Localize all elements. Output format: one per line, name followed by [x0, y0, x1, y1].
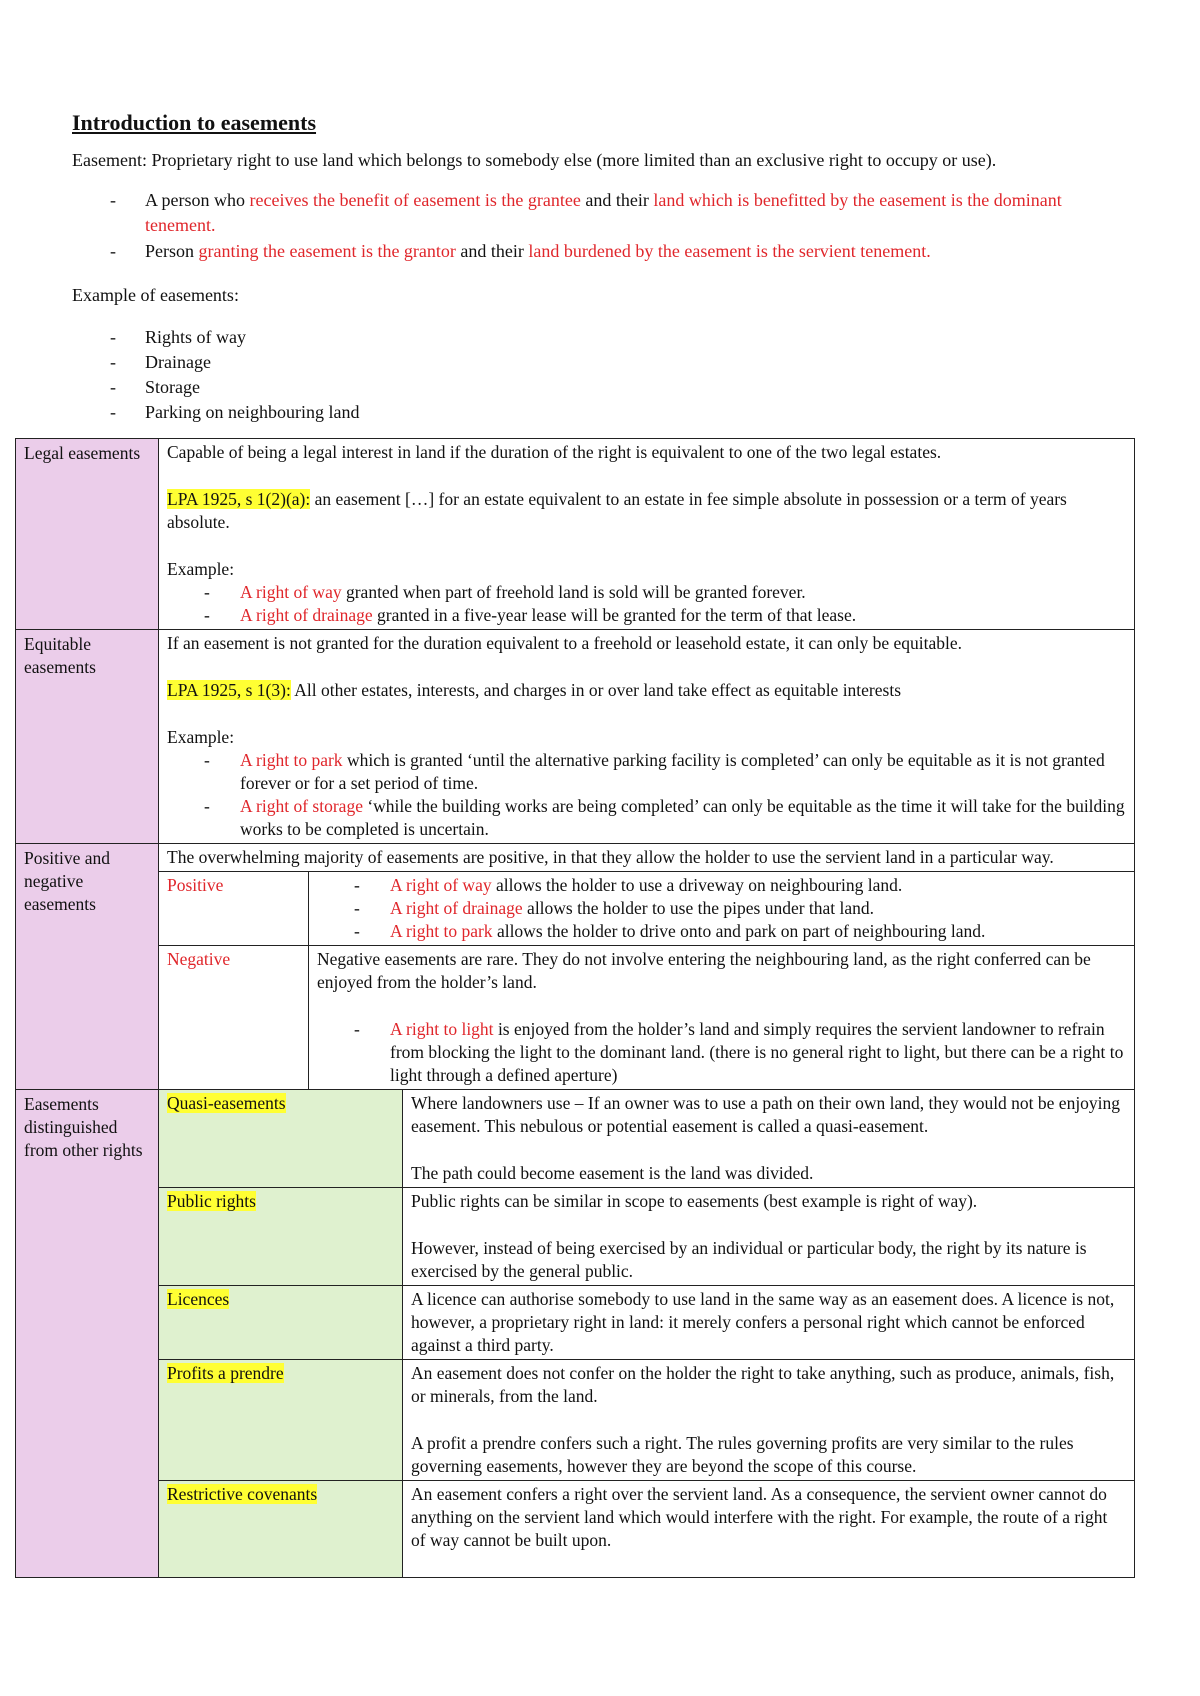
- covenants-content: An easement confers a right over the servient land. As a consequence, the servient owner cannot do anything on the servient land which would interfere with the right. For example, the route of a right of way cannot be built upon.: [403, 1481, 1135, 1578]
- equitable-example-label: Example:: [167, 727, 235, 747]
- equitable-citation: LPA 1925, s 1(3):: [167, 680, 291, 700]
- legal-content: Capable of being a legal interest in land if the duration of the right is equivalent to one of the two legal estates. LPA 1925, s 1(2)(a): an easement […] for an estate equivalent to an estate in fee simple absolute in possession or a term of years absolute. Example: - A right of way granted when part of freehold land is sold will be granted forever. - A right of drainage granted in a five-year lease will be granted for the term of that lease.: [159, 439, 1135, 630]
- list-item: - A right of drainage granted in a five-year lease will be granted for the term of that lease.: [167, 604, 1126, 627]
- list-item: - A right to park allows the holder to drive onto and park on part of neighbouring land.: [317, 920, 1126, 943]
- table-row: [16, 844, 1135, 872]
- table-row: [16, 439, 1135, 630]
- table-row: [16, 946, 1135, 1090]
- negative-intro: Negative easements are rare. They do not involve entering the neighbouring land, as the right conferred can be enjoyed from the holder’s land.: [317, 949, 1091, 992]
- table-row: [16, 1360, 1135, 1481]
- table-row: [16, 630, 1135, 844]
- list-item: - A right to park which is granted ‘until the alternative parking facility is completed’ can only be equitable as it is not granted forever or for a set period of time.: [167, 749, 1126, 795]
- document-page: Introduction to easements Easement: Proprietary right to use land which belongs to somebody else (more limited than an exclusive right to occupy or use). - A person who receives the benefit of easement is the grantee and their land which is benefitted by the easement is the dominant tenement. - Person granting the easement is the grantor and their land burdened by the easement is the servient tenement. Example of easements: - Rights of way - Drainage - Storage - Parking on neighbouring land Legal easements Capable of being a legal interest in land if the duration of the right is equivalent to one of the two legal estates. LPA 1925, s 1(2)(a): an easement […] for an estate equivalent to an estate in fee simple absolute in possession or a term of years absolute. Example: - A right of way granted when part of freehold land is sold will be granted forever. - A right of drainage granted in a five-year lease will be granted for the term of that lease. Equitable easements If an easement is not granted for the duration equivalent to a freehold or leasehold estate, it can only be equitable. LPA 1925, s 1(3): All other estates, interests, and charges in or over land take effect as equitable interests Example: - A right to park which is granted ‘until the alternative parking facility is completed’ can only be equitable as it is not granted forever or for a set period of time. - A right of storage ‘while the building works are being completed’ can only be equitable as the time it will take for the building works to be completed is uncertain. Positive and negative easements The overwhelming majority of easements are positive, in that they allow the holder to use the servient land in a particular way. Positive - A right of way allows the holder to use a driveway on neighbouring land. - A right of drainage allows the holder to use the pipes under that land. - A right to park allows the holder to drive onto and park on part of neighbouring land. Negative Negative easements are rare. They do not involve entering the neighbouring land, as the right conferred can be enjoyed from the holder’s land. - A right to light is enjoyed from the holder’s land and simply requires the servient landowner to refrain from blocking the light to the dominant land. (there is no general right to light, but there can be a right to light through a defined aperture) Easements distinguished from other rights Quasi-easements Where landowners use – If an owner was to use a path on their own land, they would not be enjoying easement. This nebulous or potential easement is called a quasi-easement. The path could become easement is the land was divided. Public rights Public rights can be similar in scope to easements (best example is right of way). However, instead of being exercised by an individual or particular body, the right by its nature is exercised by the general public. Licences A licence can authorise somebody to use land in the same way as an easement does. A licence is not, however, a proprietary right in land: it merely confers a personal right which cannot be enforced against a third party. Profits a prendre An easement does not confer on the holder the right to take anything, such as produce, animals, fish, or minerals, from the land. A profit a prendre confers such a right. The rules governing profits are very similar to the rules governing easements, however they are beyond the scope of this course. Restrictive covenants An easement confers a right over the servient land. As a consequence, the servient owner cannot do anything on the servient land which would interfere with the right. For example, the route of a right of way cannot be built upon.: [0, 0, 1200, 1696]
- positive-label: Positive: [159, 872, 309, 946]
- licences-label: Licences: [159, 1286, 403, 1360]
- public-rights-label: Public rights: [159, 1188, 403, 1286]
- row-label: Easements distinguished from other rights: [16, 1090, 159, 1578]
- public-rights-content: Public rights can be similar in scope to easements (best example is right of way). However, instead of being exercised by an individual or particular body, the right by its nature is exercised by the general public.: [403, 1188, 1135, 1286]
- table-row: [16, 1481, 1135, 1578]
- licences-content: A licence can authorise somebody to use land in the same way as an easement does. A licence is not, however, a proprietary right in land: it merely confers a personal right which cannot be enforced against a third party.: [403, 1286, 1135, 1360]
- positive-content: [309, 872, 1135, 946]
- table-row: [16, 872, 1135, 946]
- list-item: - A right to light is enjoyed from the holder’s land and simply requires the servient landowner to refrain from blocking the light to the dominant land. (there is no general right to light, but there can be a right to light through a defined aperture): [317, 1018, 1126, 1087]
- equitable-content: If an easement is not granted for the duration equivalent to a freehold or leasehold estate, it can only be equitable. LPA 1925, s 1(3): All other estates, interests, and charges in or over land take effect as equitable interests Example: - A right to park which is granted ‘until the alternative parking facility is completed’ can only be equitable as it is not granted forever or for a set period of time. - A right of storage ‘while the building works are being completed’ can only be equitable as the time it will take for the building works to be completed is uncertain.: [159, 630, 1135, 844]
- easements-table: [15, 438, 1135, 1578]
- list-item: - A right of way allows the holder to use a driveway on neighbouring land.: [317, 874, 1126, 897]
- table-row: [16, 1286, 1135, 1360]
- list-item: - A right of way granted when part of freehold land is sold will be granted forever.: [167, 581, 1126, 604]
- list-item: - A right of storage ‘while the building works are being completed’ can only be equitable as the time it will take for the building works to be completed is uncertain.: [167, 795, 1126, 841]
- table-row: [16, 1188, 1135, 1286]
- table-row: [16, 1090, 1135, 1188]
- definition-text: Easement: Proprietary right to use land which belongs to somebody else (more limited than an exclusive right to occupy or use).: [72, 150, 997, 170]
- examples-heading: Example of easements:: [72, 285, 239, 305]
- quasi-label: Quasi-easements: [159, 1090, 403, 1188]
- legal-citation: LPA 1925, s 1(2)(a):: [167, 489, 311, 509]
- legal-intro: Capable of being a legal interest in land if the duration of the right is equivalent to one of the two legal estates.: [167, 442, 942, 462]
- row-label: Positive and negative easements: [16, 844, 159, 1090]
- covenants-label: Restrictive covenants: [159, 1481, 403, 1578]
- row-label: Equitable easements: [16, 630, 159, 844]
- negative-content: [309, 946, 1135, 1090]
- profits-label: Profits a prendre: [159, 1360, 403, 1481]
- profits-content: An easement does not confer on the holder the right to take anything, such as produce, animals, fish, or minerals, from the land. A profit a prendre confers such a right. The rules governing profits are very similar to the rules governing easements, however they are beyond the scope of this course.: [403, 1360, 1135, 1481]
- equitable-intro: If an easement is not granted for the duration equivalent to a freehold or leasehold estate, it can only be equitable.: [167, 633, 962, 653]
- negative-label: Negative: [159, 946, 309, 1090]
- page-title: Introduction to easements: [72, 110, 317, 135]
- quasi-content: Where landowners use – If an owner was to use a path on their own land, they would not be enjoying easement. This nebulous or potential easement is called a quasi-easement. The path could become easement is the land was divided.: [403, 1090, 1135, 1188]
- posneg-intro: The overwhelming majority of easements are positive, in that they allow the holder to use the servient land in a particular way.: [159, 844, 1135, 872]
- list-item: - A right of drainage allows the holder to use the pipes under that land.: [317, 897, 1126, 920]
- legal-example-label: Example:: [167, 559, 235, 579]
- row-label: Legal easements: [16, 439, 159, 630]
